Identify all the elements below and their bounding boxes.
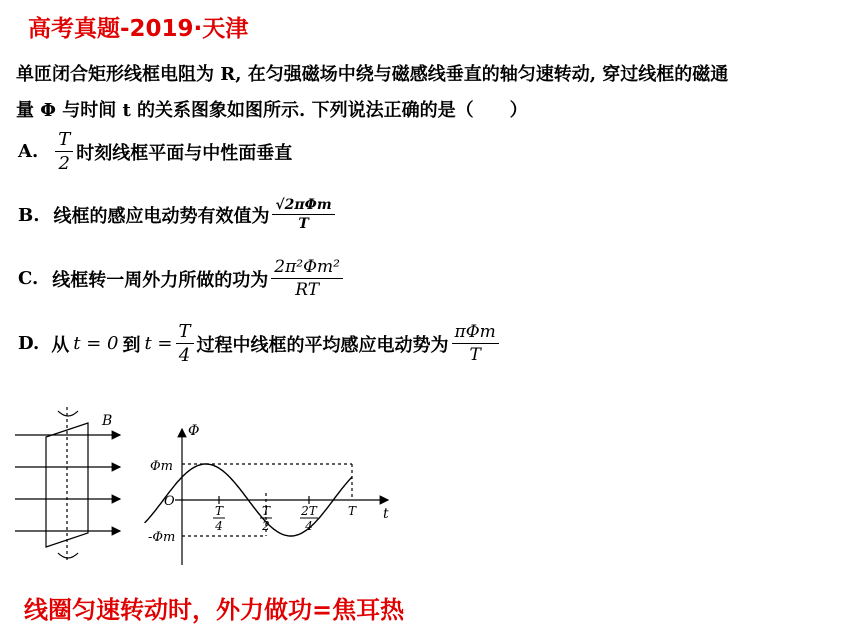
option-d-den: T bbox=[469, 344, 481, 365]
option-d-letter: D. bbox=[18, 333, 40, 355]
figure bbox=[10, 405, 410, 579]
option-a-fraction bbox=[55, 130, 73, 174]
origin-label: O bbox=[164, 494, 175, 509]
field-b-label: B bbox=[102, 413, 113, 429]
option-d-text: 过程中线框的平均感应电动势为 bbox=[196, 334, 449, 356]
tick-label-2t4-den: 4 bbox=[305, 519, 313, 533]
option-a-den: 2 bbox=[58, 152, 70, 174]
option-b-fraction bbox=[272, 198, 334, 233]
phi-axis-label: Φ bbox=[188, 423, 200, 439]
option-d-pre: 从 bbox=[51, 334, 70, 356]
option-c-text: 线框转一周外力所做的功为 bbox=[52, 269, 269, 291]
phim-label: Φm bbox=[150, 459, 173, 474]
option-b-letter: B. bbox=[18, 204, 40, 226]
option-a[interactable] bbox=[18, 130, 292, 174]
option-d-to: 到 bbox=[122, 334, 141, 356]
question-line-1: 单匝闭合矩形线框电阻为 R, 在匀强磁场中绕与磁感线垂直的轴匀速转动, 穿过线框的磁通 bbox=[16, 64, 729, 85]
neg-phim-label: -Φm bbox=[148, 530, 176, 545]
tick-label-t2-den: 2 bbox=[262, 519, 270, 533]
option-a-text: 时刻线框平面与中性面垂直 bbox=[76, 142, 293, 164]
option-d-num: πΦm bbox=[452, 323, 499, 344]
option-c-num: 2π²Φm² bbox=[271, 258, 343, 279]
figure-svg bbox=[10, 405, 410, 575]
option-d-t1-num: T bbox=[176, 322, 194, 344]
option-d-t1: t = bbox=[144, 333, 173, 355]
option-d[interactable] bbox=[18, 322, 502, 366]
tick-label-2t4-num: 2T bbox=[301, 504, 317, 518]
option-a-letter: A. bbox=[18, 141, 39, 163]
option-b-num: √2πΦm bbox=[272, 198, 334, 215]
tick-label-t2-num: T bbox=[261, 504, 271, 518]
t-axis-label: t bbox=[383, 506, 389, 522]
option-c-fraction bbox=[271, 258, 343, 299]
option-b[interactable] bbox=[18, 198, 338, 233]
option-c-letter: C. bbox=[18, 268, 39, 290]
tick-label-T: T bbox=[347, 504, 357, 518]
tick-label-t4-num: T bbox=[214, 504, 224, 518]
option-d-t1-fraction bbox=[176, 322, 194, 366]
phi-graph bbox=[145, 429, 388, 565]
option-c-den: RT bbox=[295, 279, 320, 300]
option-b-den: T bbox=[298, 216, 309, 233]
tick-label-t4-den: 4 bbox=[215, 519, 223, 533]
note-text: 线圈匀速转动时，外力做功=焦耳热 bbox=[24, 596, 405, 624]
option-c[interactable] bbox=[18, 258, 346, 299]
option-d-t0: t = 0 bbox=[73, 333, 119, 355]
option-d-fraction bbox=[452, 323, 499, 364]
rotation-arrow-bottom bbox=[58, 553, 78, 558]
option-b-text: 线框的感应电动势有效值为 bbox=[53, 206, 270, 228]
frame-diagram bbox=[15, 407, 120, 563]
option-d-t1-den: 4 bbox=[178, 344, 191, 366]
question-line-2: 量 Φ 与时间 t 的关系图象如图所示. 下列说法正确的是（ ） bbox=[16, 100, 528, 121]
rotation-arrow-top bbox=[58, 411, 78, 416]
option-a-num: T bbox=[55, 130, 73, 152]
page-title: 高考真题-2019·天津 bbox=[28, 16, 249, 42]
